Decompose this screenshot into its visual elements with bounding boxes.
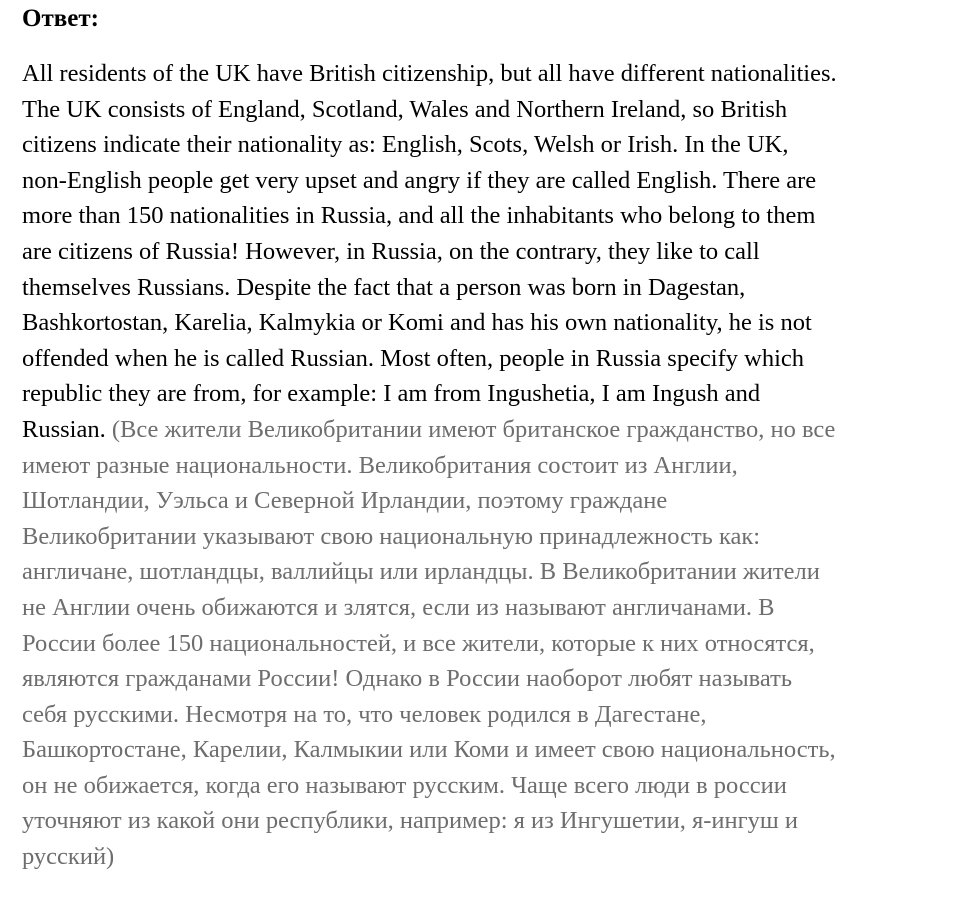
english-text: citizens indicate their nationality as: English, Scots, Welsh or Irish. In the UK,	[22, 131, 789, 159]
text-line	[22, 376, 952, 412]
english-text: All residents of the UK have British citizenship, but all have different nationalities.	[22, 60, 837, 87]
text-line	[22, 519, 952, 555]
text-line	[22, 661, 952, 697]
text-line	[22, 448, 952, 484]
english-text: are citizens of Russia! However, in Russia, on the contrary, they like to call	[22, 237, 760, 265]
text-line	[22, 768, 952, 804]
english-text: The UK consists of England, Scotland, Wales and Northern Ireland, so British	[22, 95, 788, 123]
answer-body	[22, 56, 952, 875]
russian-translation-text: не Англии очень обижаются и злятся, если из называют англичанами. В	[22, 593, 775, 621]
russian-translation-text: Великобритании указывают свою национальную принадлежность как:	[22, 522, 761, 550]
text-line	[22, 234, 952, 270]
text-line	[22, 92, 952, 128]
text-line	[22, 732, 952, 768]
russian-translation-text: России более 150 национальностей, и все жители, которые к них относятся,	[22, 629, 815, 657]
english-text: Russian.	[22, 415, 106, 443]
english-text: offended when he is called Russian. Most often, people in Russia specify which	[22, 344, 805, 372]
text-line	[22, 412, 952, 448]
text-line	[22, 803, 952, 839]
russian-translation-text: он не обижается, когда его называют русским. Чаще всего люди в россии	[22, 771, 787, 799]
text-line	[22, 341, 952, 377]
russian-translation-text: Шотландии, Уэльса и Северной Ирландии, поэтому граждане	[22, 487, 668, 515]
answer-heading: Ответ:	[22, 5, 99, 32]
english-text: themselves Russians. Despite the fact that a person was born in Dagestan,	[22, 273, 746, 301]
text-line	[22, 56, 952, 92]
english-text: non-English people get very upset and angry if they are called English. There are	[22, 166, 817, 194]
text-line	[22, 697, 952, 733]
text-line	[22, 626, 952, 662]
text-line	[22, 127, 952, 163]
russian-translation-text: уточняют из какой они республики, например: я из Ингушетии, я-ингуш и	[22, 807, 799, 835]
text-line	[22, 839, 952, 875]
russian-translation-text: (Все жители Великобритании имеют британское гражданство, но все	[105, 415, 836, 443]
russian-translation-text: имеют разные национальности. Великобритания состоит из Англии,	[22, 451, 738, 479]
text-line	[22, 305, 952, 341]
russian-translation-text: Башкортостане, Карелии, Калмыкии или Коми и имеет свою национальность,	[22, 736, 836, 764]
russian-translation-text: являются гражданами России! Однако в России наоборот любят называть	[22, 665, 793, 693]
text-line	[22, 554, 952, 590]
text-line	[22, 590, 952, 626]
russian-translation-text: русский)	[22, 843, 115, 871]
text-line	[22, 163, 952, 199]
answer-document	[22, 0, 952, 875]
russian-translation-text: англичане, шотландцы, валлийцы или ирландцы. В Великобритании жители	[22, 558, 820, 586]
text-line	[22, 270, 952, 306]
english-text: republic they are from, for example: I am from Ingushetia, I am Ingush and	[22, 380, 761, 408]
russian-translation-text: себя русскими. Несмотря на то, что человек родился в Дагестане,	[22, 700, 707, 728]
english-text: Bashkortostan, Karelia, Kalmykia or Komi and has his own nationality, he is not	[22, 309, 812, 337]
english-text: more than 150 nationalities in Russia, and all the inhabitants who belong to them	[22, 202, 816, 230]
text-line	[22, 198, 952, 234]
text-line	[22, 483, 952, 519]
